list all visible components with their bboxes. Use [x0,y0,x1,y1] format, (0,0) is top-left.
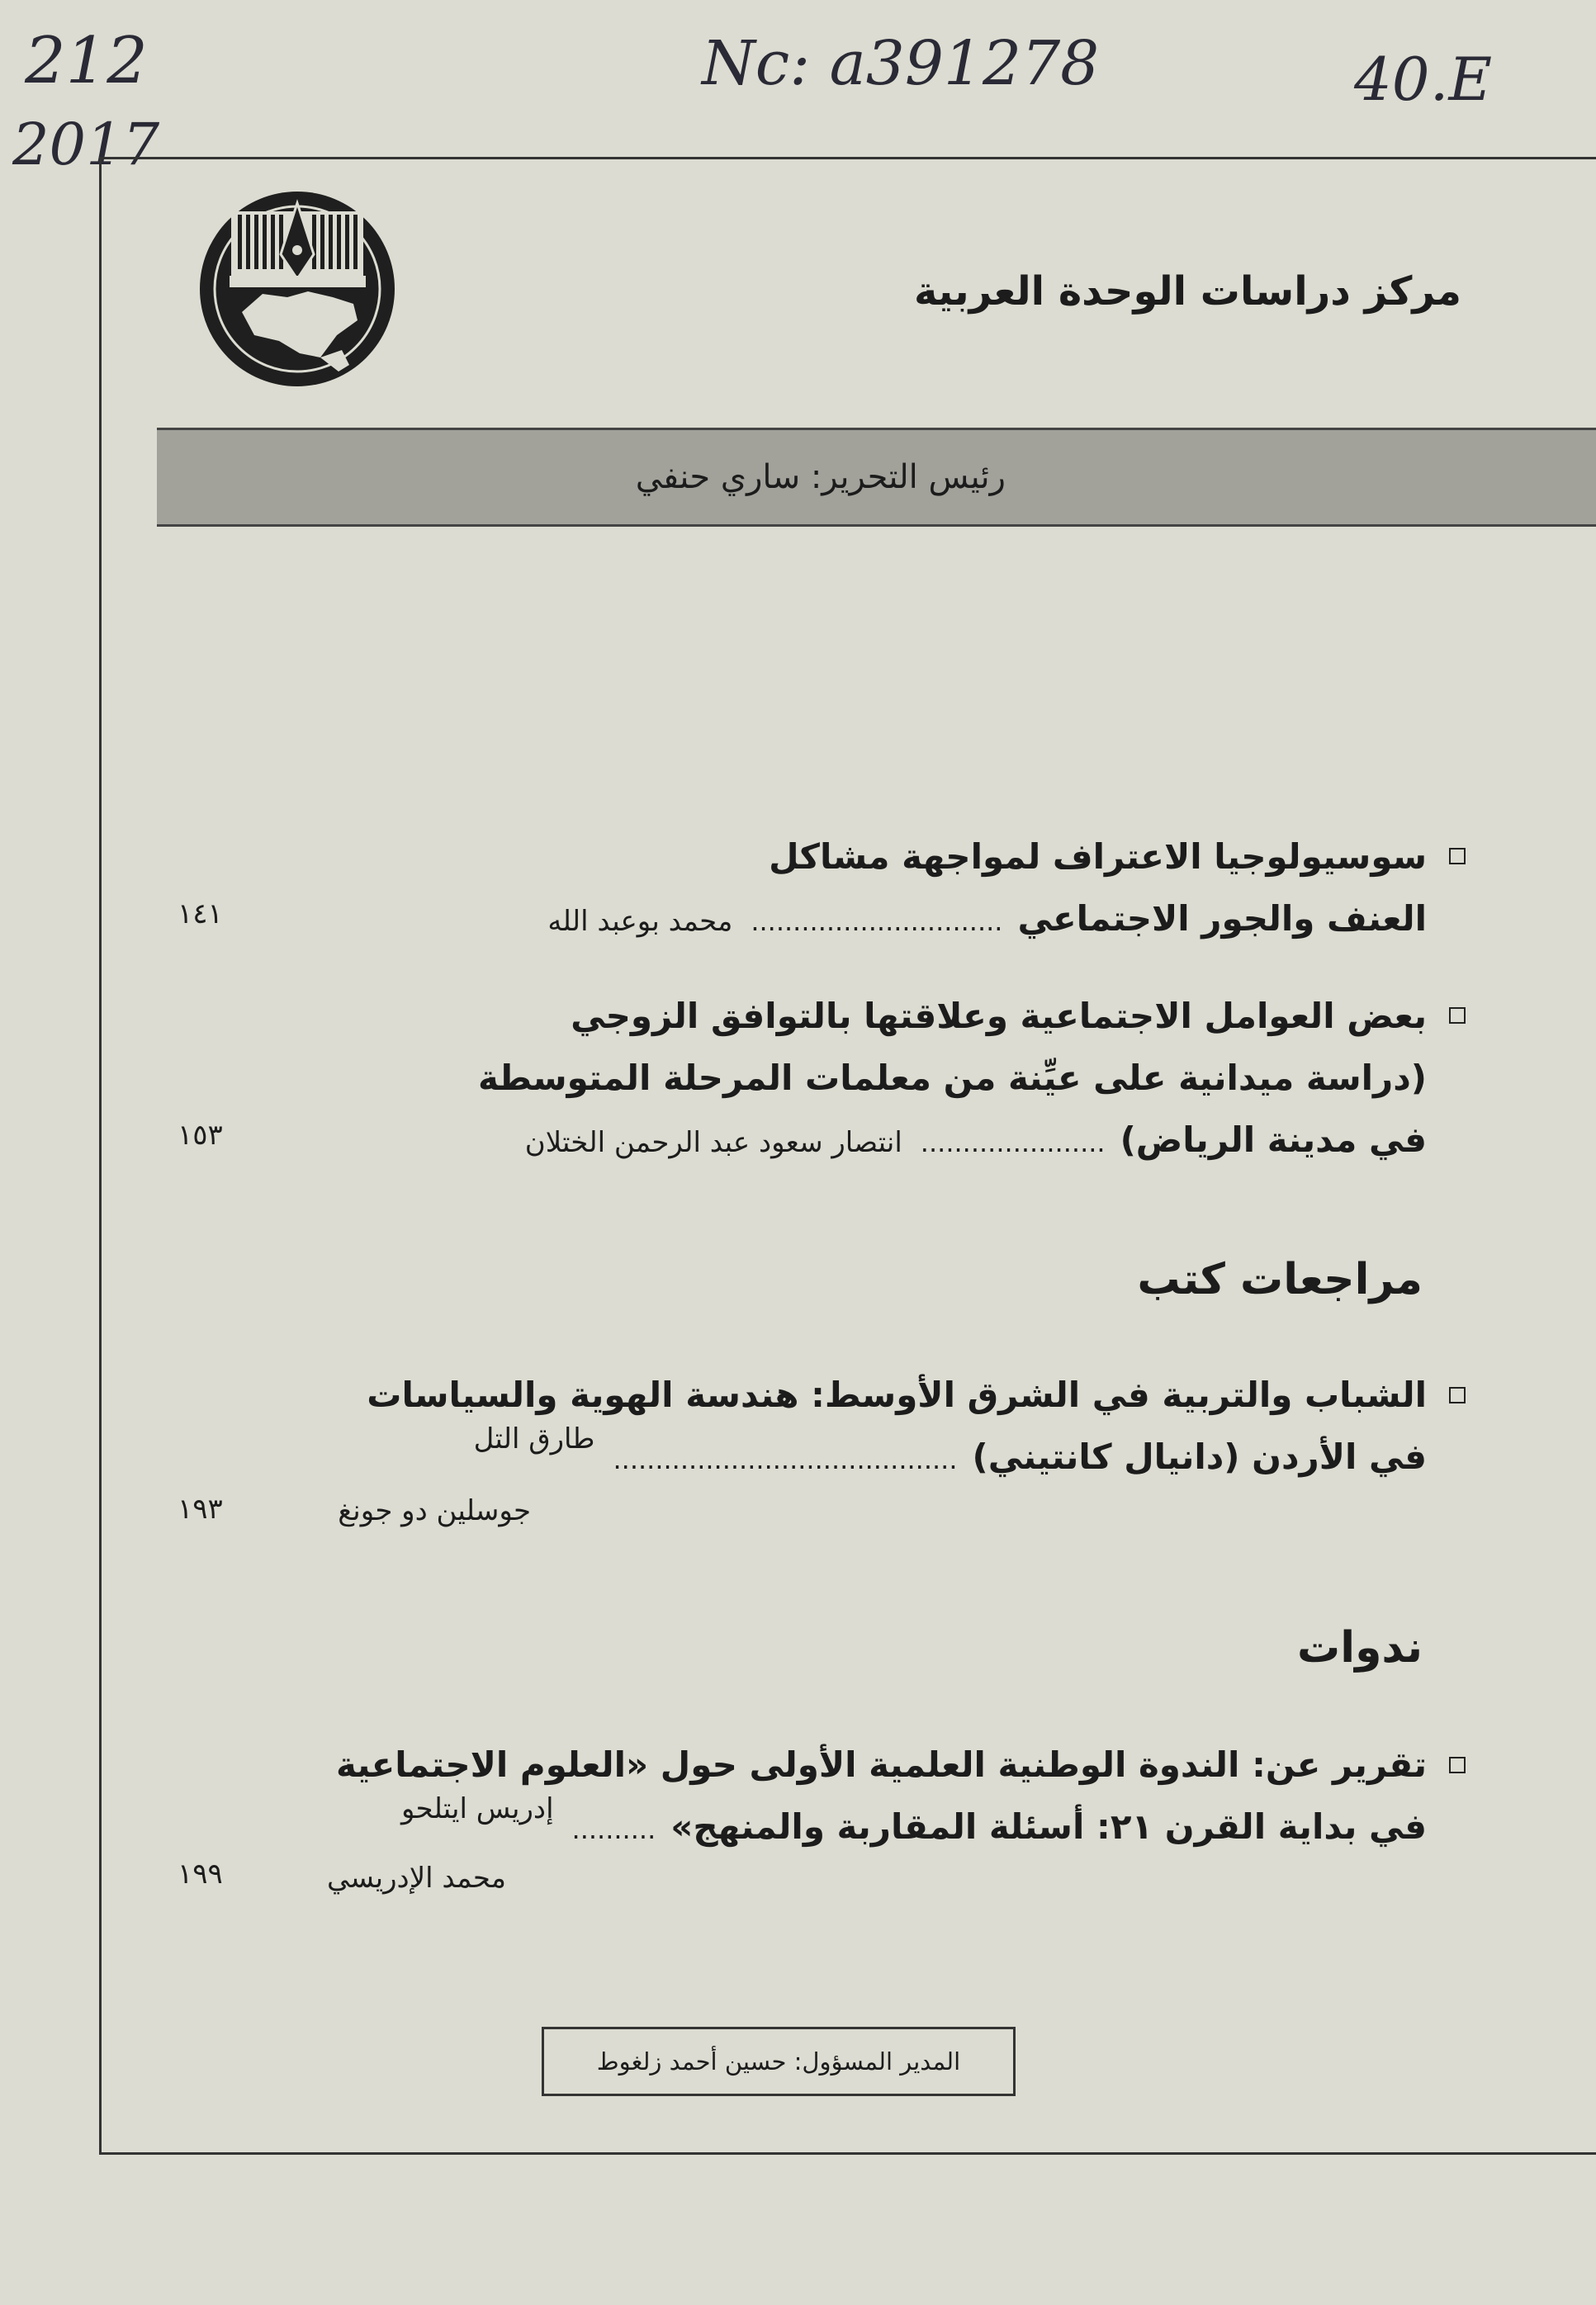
seminar-author: إدريس ايتلحو [400,1792,554,1825]
article-title-line [547,887,1427,949]
center-name: مركز دراسات الوحدة العربية [913,268,1461,315]
article-title-line [478,1109,1427,1171]
review-entry [367,1364,1427,1488]
review-author: طارق التل [473,1422,595,1455]
article-title-line: بعض العوامل الاجتماعية وعلاقتها بالتوافق الزوجي [571,996,1427,1036]
review-title-line [367,1422,1427,1488]
managing-director-box: المدير المسؤول: حسين أحمد زلغوط [542,2027,1016,2096]
dot-leader: .............................. [751,906,1003,937]
review-author-2: جوسلين دو جونغ [338,1494,531,1527]
handwritten-year: 2017 [12,111,160,178]
article-author: انتصار سعود عبد الرحمن الختلان [524,1126,902,1159]
section-heading-seminars: ندوات [1297,1623,1423,1673]
article-title-text: في مدينة الرياض) [1120,1119,1427,1160]
seminar-title-line [336,1792,1427,1858]
handwritten-call-number: Nc: a391278 [702,28,1100,99]
dot-leader: ...................... [920,1127,1106,1158]
review-title-line: الشباب والتربية في الشرق الأوسط: هندسة الهوية والسياسات [367,1375,1427,1415]
seminar-author-2: محمد الإدريسي [327,1862,506,1895]
dot-leader: .......... [571,1814,656,1845]
page-number: ١٩٣ [178,1493,223,1526]
editor-in-chief: رئيس التحرير: ساري حنفي [635,458,1006,496]
review-title-text: في الأردن (دانيال كانتيني) [972,1436,1427,1477]
seminar-title-text: في بداية القرن ٢١: أسئلة المقاربة والمنهج» [670,1806,1427,1847]
section-heading-reviews: مراجعات كتب [1137,1255,1423,1304]
dot-leader: ......................................... [613,1444,958,1475]
bullet-icon [1449,848,1466,864]
article-title-line: سوسيولوجيا الاعتراف لمواجهة مشاكل [769,836,1427,877]
page-number: ١٩٩ [178,1858,223,1891]
seminar-title-line: تقرير عن: الندوة الوطنية العلمية الأولى حول «العلوم الاجتماعية [335,1744,1427,1785]
handwritten-number-top-left: 212 [25,24,148,98]
bullet-icon [1449,1387,1466,1403]
bullet-icon [1449,1007,1466,1024]
seminar-entry [336,1734,1427,1858]
pen-nib-arab-map-icon [197,188,399,390]
article-author: محمد بوعبد الله [547,905,733,938]
bullet-icon [1449,1757,1466,1773]
page-number: ١٤١ [178,897,223,930]
article-title-text: العنف والجور الاجتماعي [1017,898,1427,939]
article-entry [547,826,1427,949]
article-entry [478,985,1427,1171]
handwritten-shelf-mark: 40.E [1354,45,1493,114]
article-title-line: (دراسة ميدانية على عيِّنة من معلمات المرحلة المتوسطة [477,1058,1427,1098]
page-number: ١٥٣ [178,1119,223,1152]
